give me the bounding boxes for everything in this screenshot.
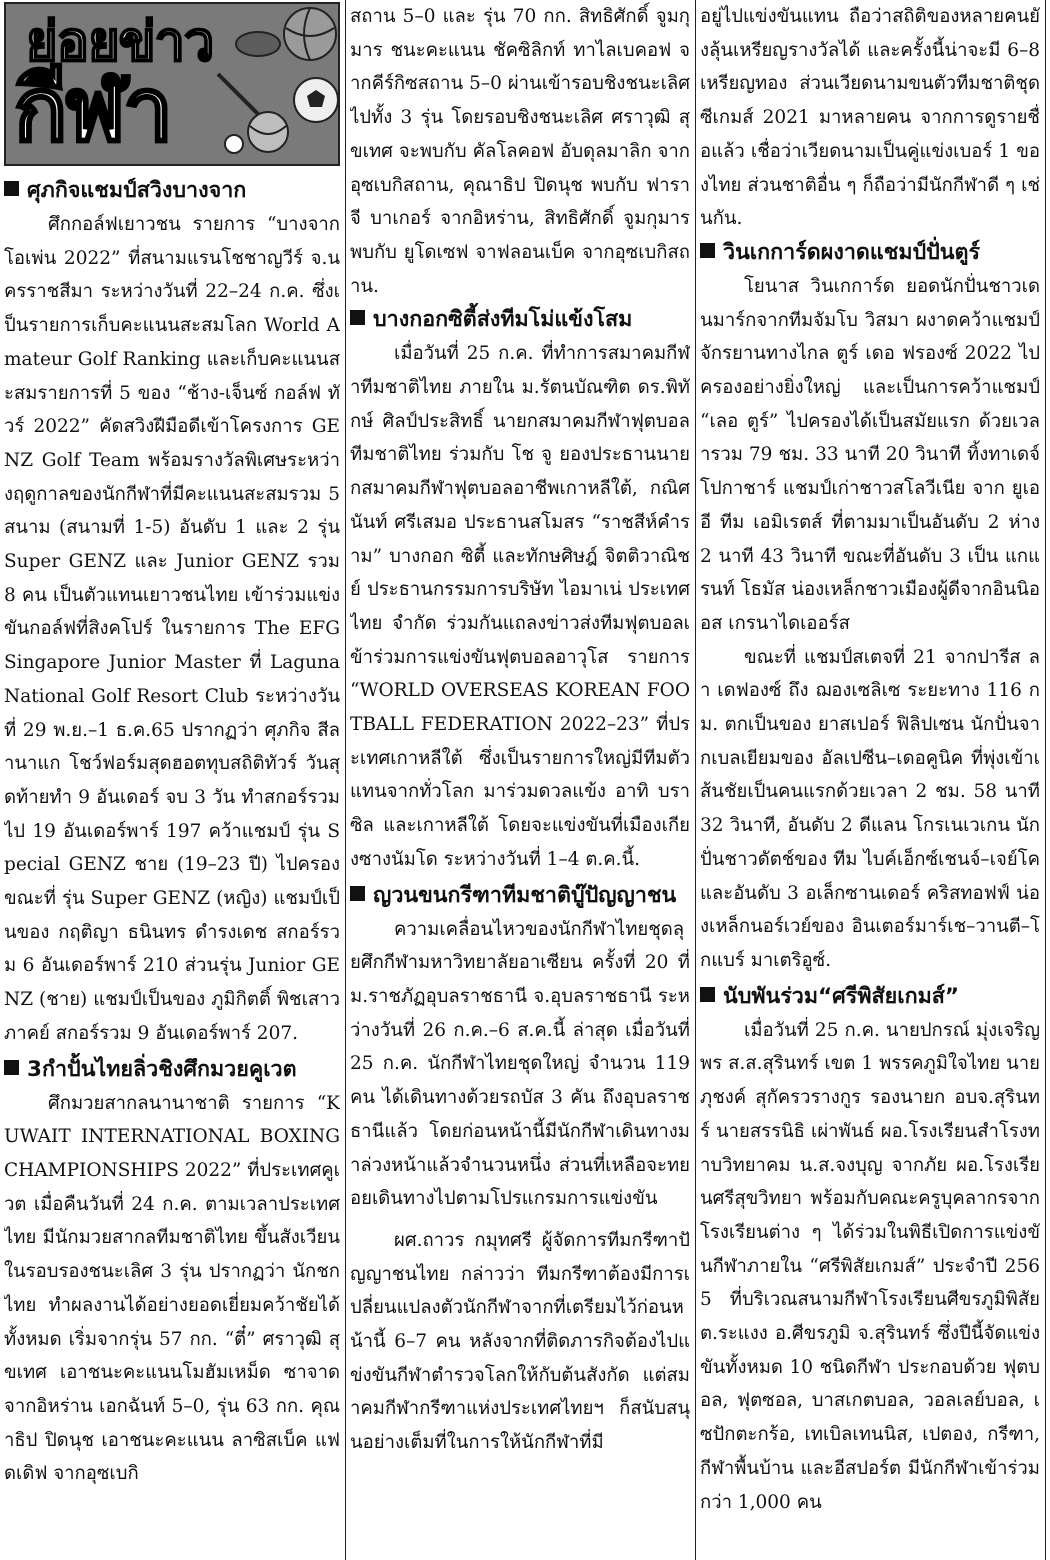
article-body: ศึกกอล์ฟเยาวชน รายการ “บางจาก โอเพ่น 2022” ที่สนามแรนโชชาญวีร์ จ.นครราชสีมา ระหว่างวันที่ 22–24 ก.ค. ซึ่งเป็นรายการเก็บคะแนนสะสมโลก World Amateur Golf Ranking และเก็บคะแนนสะสมรายการที่ 5 ของ “ช้าง-เจ็นซ์ กอล์ฟ ทัวร์ 2022” คัดสวิงฝีมือดีเข้าโครงการ GENZ Golf Team พร้อมรางวัลพิเศษระหว่างฤดูกาลของนักกีฬาที่มีคะแนนสะสมรวม 5 สนาม (สนามที่ 1-5) อันดับ 1 และ 2 รุ่น Super GENZ และ Junior GENZ รวม 8 คน เป็นตัวแทนเยาวชนไทย เข้าร่วมแข่งขันกอล์ฟที่สิงคโปร์ ในรายการ The EFG Singapore Junior Master ที่ Laguna National Golf Resort Club ระหว่างวันที่ 29 พ.ย.–1 ธ.ค.65 ปรากฏว่า ศุภกิจ สีลานาแก โชว์ฟอร์มสุดฮอตทุบสถิติทัวร์ วันสุดท้ายทำ 9 อันเดอร์ จบ 3 วัน ทำสกอร์รวมไป 19 อันเดอร์พาร์ 197 คว้าแชมป์ รุ่น Special GENZ ชาย (19–23 ปี) ไปครอง ขณะที่ รุ่น Super GENZ (หญิง) แชมป์เป็นของ กฤติญา ธนินทร ดำรงเดช สกอร์รวม 6 อันเดอร์พาร์ 210 ส่วนรุ่น Junior GENZ (ชาย) แชมป์เป็นของ ภูมิกิตติ์ พิชเสาวภาคย์ สกอร์รวม 9 อันเดอร์พาร์ 207.	[4, 214, 340, 1044]
headline-text: วินเกการ์ดผงาดแชมป์ปั่นตูร์	[723, 239, 980, 265]
article-cycling	[700, 236, 1040, 978]
column-rule-right	[695, 0, 696, 1560]
article-school-games	[700, 980, 1040, 1520]
article-body: ความเคลื่อนไหวของนักกีฬาไทยชุดลุยศึกกีฬามหาวิทยาลัยอาเซียน ครั้งที่ 20 ที่ ม.ราชภัฏอุบลราชธานี จ.อุบลราชธานี ระหว่างวันที่ 26 ก.ค.–6 ส.ค.นี้ ล่าสุด เมื่อวันที่ 25 ก.ค. นักกีฬาไทยชุดใหญ่ จำนวน 119 คน ได้เดินทางด้วยรถบัส 3 คัน ถึงอุบลราชธานีแล้ว โดยก่อนหน้านี้มีนักกีฬาเดินทางมาล่วงหน้าแล้วจำนวนหนึ่ง ส่วนที่เหลือจะทยอยเดินทางไปตามโปรแกรมการแข่งขัน	[350, 918, 690, 1210]
column-3	[700, 0, 1040, 1560]
headline-text: บางกอกซิตี้ส่งทีมโม่แข้งโสม	[373, 307, 633, 333]
bullet-square-icon	[700, 243, 715, 258]
bullet-square-icon	[4, 181, 19, 196]
bullet-square-icon	[4, 1060, 19, 1075]
article-football	[350, 303, 690, 876]
article-headline	[4, 174, 340, 208]
column-2	[350, 0, 690, 1560]
headline-text: ญวนขนกรีฑาทีมชาติบู๊ปัญญาชน	[373, 882, 677, 908]
bullet-square-icon	[350, 886, 365, 901]
article-body: ผศ.ถาวร กมุทศรี ผู้จัดการทีมกรีฑาปัญญาชนไทย กล่าวว่า ทีมกรีฑาต้องมีการเปลี่ยนแปลงตัวนักกีฬาจากที่เตรียมไว้ก่อนหน้านี้ 6–7 คน หลังจากที่ติดภารกิจต้องไปแข่งขันกีฬาตำรวจโลกให้กับต้นสังกัด แต่สมาคมกีฬากรีฑาแห่งประเทศไทยฯ ก็สนับสนุนอย่างเต็มที่ในการให้นักกีฬาที่มี	[350, 1229, 690, 1454]
article-body-continued: อยู่ไปแข่งขันแทน ถือว่าสถิติของหลายคนยังลุ้นเหรียญรางวัลได้ และครั้งนี้น่าจะมี 6–8 เหรียญทอง ส่วนเวียดนามขนตัวทีมชาติชุดซีเกมส์ 2021 มาหลายคน จากการดูรายชื่อแล้ว เชื่อว่าเวียดนามเป็นคู่แข่งเบอร์ 1 ของไทย ส่วนชาติอื่น ๆ ก็ถือว่ามีนักกีฬาดี ๆ เช่นกัน.	[700, 6, 1040, 230]
article-body: เมื่อวันที่ 25 ก.ค. ที่ทำการสมาคมกีฬาทีมชาติไทย ภายใน ม.รัตนบัณฑิต ดร.พิทักษ์ ศิลป์ประสิทธิ์ นายกสมาคมกีฬาฟุตบอลทีมชาติไทย ร่วมกับ โช จู ยองประธานนายกสมาคมกีฬาฟุตบอลอาชีพเกาหลีใต้, กณิศนันท์ ศรีเสมอ ประธานสโมสร “ราชสีห์คำราม” บางกอก ซิตี้ และทักษศิษฎ์ จิตติวาณิชย์ ประธานกรรมการบริษัท ไอมาเน่ ประเทศไทย จำกัด ร่วมกันแถลงข่าวส่งทีมฟุตบอลเข้าร่วมการแข่งขันฟุตบอลอาวุโส รายการ “WORLD OVERSEAS KOREAN FOOTBALL FEDERATION 2022–23” ที่ประเทศเกาหลีใต้ ซึ่งเป็นรายการใหญ่มีทีมตัวแทนจากทั่วโลก มาร่วมดวลแข้ง อาทิ บราซิล และเกาหลีใต้ โดยจะแข่งขันที่เมืองเกียงซางนัมโด ระหว่างวันที่ 1–4 ต.ค.นี้.	[350, 343, 690, 870]
page-edge	[1045, 0, 1050, 1560]
article-headline	[700, 236, 1040, 270]
article-body: ศึกมวยสากลนานาชาติ รายการ “KUWAIT INTERNATIONAL BOXING CHAMPIONSHIPS 2022” ที่ประเทศคูเวต เมื่อคืนวันที่ 24 ก.ค. ตามเวลาประเทศไทย มีนักมวยสากลทีมชาติไทย ขึ้นสังเวียนในรอบรองชนะเลิศ 3 รุ่น ปรากฏว่า นักชกไทย ทำผลงานได้อย่างยอดเยี่ยมคว้าชัยได้ทั้งหมด เริ่มจากรุ่น 57 กก. “ตี๋” ศราวุฒิ สุขเทศ เอาชนะคะแนนโมฮัมเหม็ด ซาจาด จากอิหร่าน เอกฉันท์ 5–0, รุ่น 63 กก. คุณาธิป ปิดนุช เอาชนะคะแนน ลาซิสเบ็ค แฟดเดิฟ จากอุซเบกิ	[4, 1092, 340, 1485]
article-body-continued: สถาน 5–0 และ รุ่น 70 กก. สิทธิศักดิ์ จูมกุมาร ชนะคะแนน ชัคซิลิกท์ ทาไลเบคอฟ จากคีร์กิซสถาน 5–0 ผ่านเข้ารอบชิงชนะเลิศไปทั้ง 3 รุ่น โดยรอบชิงชนะเลิศ ศราวุฒิ สุขเทศ จะพบกับ คัลโลคอฟ อับดุลมาลิก จากอุซเบกิสถาน, คุณาธิป ปิดนุช พบกับ ฟาราจี บาเกอร์ จากอิหร่าน, สิทธิศักดิ์ จูมกุมาร พบกับ ยูโดเซฟ จาฟลอนเบ็ค จากอุซเบกิสถาน.	[350, 6, 690, 297]
sports-balls-icon	[198, 4, 338, 160]
article-body: ขณะที่ แชมป์สเตจที่ 21 จากปารีส ลา เดฟองซ์ ถึง ฌองเซลิเซ ระยะทาง 116 กม. ตกเป็นของ ยาสเปอร์ ฟิลิปเซน นักปั่นจากเบลเยียมของ อัลเปซีน–เดอคูนิค ที่พุ่งเข้าเส้นชัยเป็นคนแรกด้วยเวลา 2 ชม. 58 นาที 32 วินาที, อันดับ 2 ดีแลน โกรเนเวเกน นักปั่นชาวดัตช์ของ ทีม ไบค์เอ็กซ์เชนจ์–เจย์โค และอันดับ 3 อเล็กซานเดอร์ คริสทอฟฟ์ น่องเหล็กนอร์เวย์ของ อินเตอร์มาร์เช–วานตี–โกแบร์ มาเตริอูซ์.	[700, 646, 1040, 971]
article-athletics	[350, 879, 690, 1460]
masthead-line-2: กีฬา	[14, 58, 171, 161]
article-body: เมื่อวันที่ 25 ก.ค. นายปกรณ์ มุ่งเจริญพร ส.ส.สุรินทร์ เขต 1 พรรคภูมิใจไทย นายภุชงค์ สุกัครวรางกูร รองนายก อบจ.สุรินทร์ นายสรรนิธิ เผ่าพันธ์ ผอ.โรงเรียนสำโรงทาบวิทยาคม น.ส.จงบุญ จากภัย ผอ.โรงเรียนศรีสุขวิทยา พร้อมกับคณะครูบุคลากรจากโรงเรียนต่าง ๆ ได้ร่วมในพิธีเปิดการแข่งขันกีฬาภายใน “ศรีพิสัยเกมส์” ประจำปี 2565 ที่บริเวณสนามกีฬาโรงเรียนศีขรภูมิพิสัย ต.ระแงง อ.ศีขรภูมิ จ.สุรินทร์ ซึ่งปีนี้จัดแข่งขันทั้งหมด 10 ชนิดกีฬา ประกอบด้วย ฟุตบอล, ฟุตซอล, บาสเกตบอล, วอลเลย์บอล, เซปักตะกร้อ, เทเบิลเทนนิส, เปตอง, กรีฑา, กีฬาพื้นบ้าน และอีสปอร์ต มีนักกีฬาเข้าร่วมกว่า 1,000 คน	[700, 1019, 1040, 1513]
masthead-logo	[4, 2, 340, 166]
article-headline	[700, 980, 1040, 1014]
masthead-line-1: ย่อยข่าว	[26, 10, 214, 73]
article-headline	[350, 879, 690, 913]
article-boxing	[4, 1053, 340, 1491]
bullet-square-icon	[350, 310, 365, 325]
article-body: โยนาส วินเกการ์ด ยอดนักปั่นชาวเดนมาร์กจากทีมจัมโบ วิสมา ผงาดคว้าแชมป์จักรยานทางไกล ตูร์ เดอ ฟรองซ์ 2022 ไปครองอย่างยิ่งใหญ่ และเป็นการคว้าแชมป์ “เลอ ตูร์” ไปครองได้เป็นสมัยแรก ด้วยเวลารวม 79 ชม. 33 นาที 20 วินาที ทิ้งทาเดจ์ โปกาชาร์ แชมป์เก่าชาวสโลวีเนีย จาก ยูเออี ทีม เอมิเรตส์ ที่ตามมาเป็นอันดับ 2 ห่าง 2 นาที 43 วินาที ขณะที่อันดับ 3 เป็น แกแรนท์ โธมัส น่องเหล็กชาวเมืองผู้ดีจากอินนิออส เกรนาไดเออร์ส	[700, 275, 1040, 634]
headline-text: 3กำปั้นไทยลิ่วชิงศึกมวยคูเวต	[27, 1056, 297, 1082]
article-headline	[350, 303, 690, 337]
column-rule-left	[345, 0, 346, 1560]
headline-text: นับพันร่วม“ศรีพิสัยเกมส์”	[723, 983, 960, 1009]
article-golf	[4, 174, 340, 1051]
headline-text: ศุภกิจแชมป์สวิงบางจาก	[27, 178, 247, 203]
column-1	[4, 0, 340, 1560]
article-headline	[4, 1053, 340, 1087]
bullet-square-icon	[700, 987, 715, 1002]
